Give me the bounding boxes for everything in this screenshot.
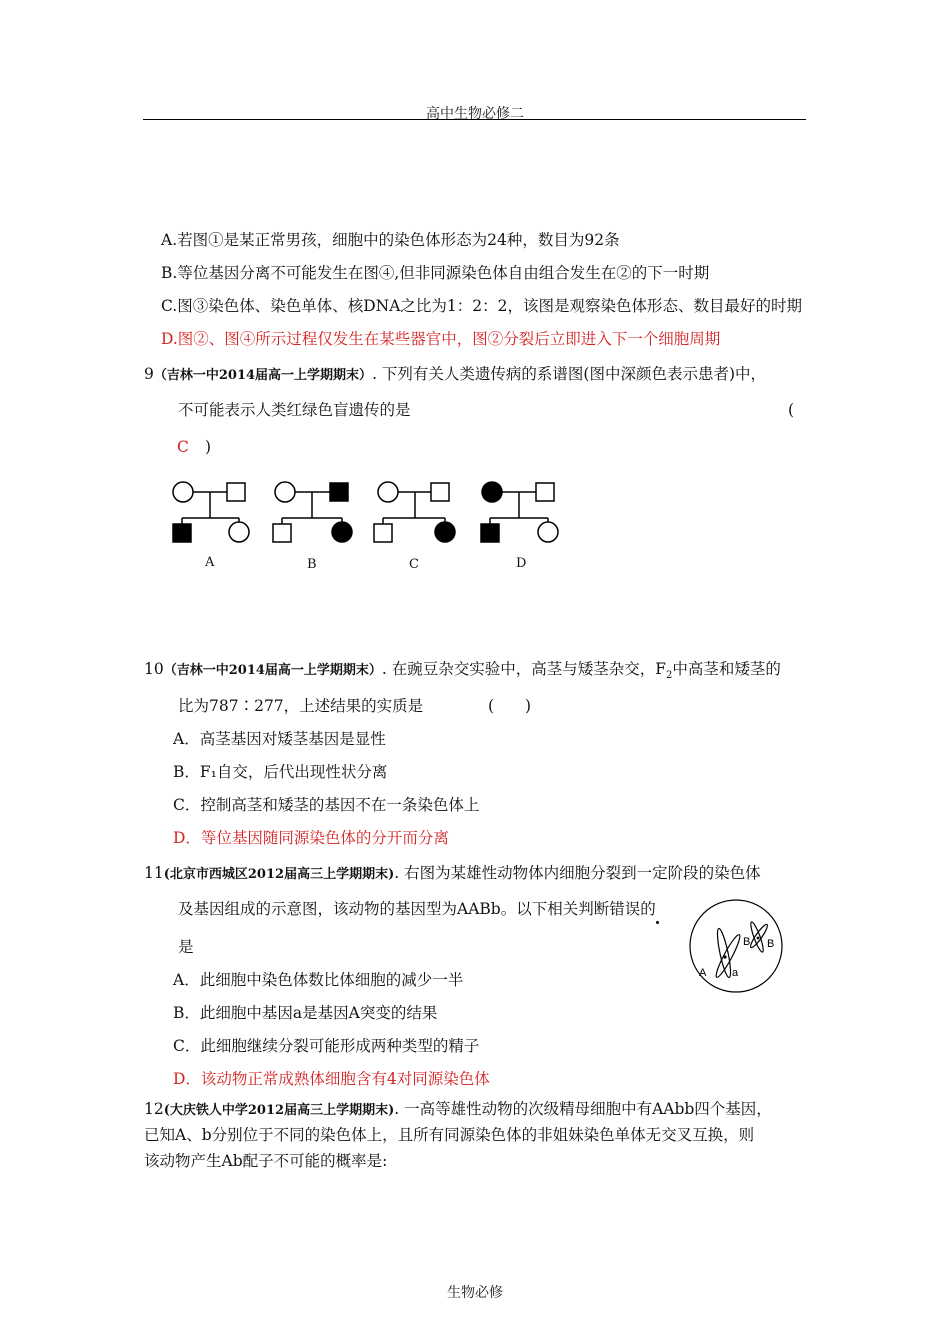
q11-option-a: A．此细胞中染色体数比体细胞的减少一半 [173,971,464,989]
q10-option-a: A．高茎基因对矮茎基因是显性 [173,730,386,748]
q8-option-a: A.若图①是某正常男孩，细胞中的染色体形态为24种，数目为92条 [161,231,620,249]
pedigree-label-a: A [205,555,215,570]
q9-number: 9 [144,365,154,383]
header-rule [143,119,806,120]
q9-bracket-close: ) [205,438,212,456]
q11-stem-line3: 是 [178,938,194,956]
q11-stem-text: . 右图为某雄性动物体内细胞分裂到一定阶段的染色体 [394,864,761,882]
pedigree-d [481,482,558,542]
gene-label-a-upper: A [699,967,707,979]
q10-subscript: 2 [666,670,673,682]
cell-diagram [688,898,784,994]
q11-stem-line2: 及基因组成的示意图，该动物的基因型为AABb。以下相关判断错误的 [178,900,656,918]
emphasis-dot [656,921,659,924]
page-footer: 生物必修 [447,1285,503,1301]
q12-stem-line2: 已知A、b分别位于不同的染色体上，且所有同源染色体的非姐妹染色单体无交叉互换，则 [144,1126,755,1144]
pedigree-b [273,482,352,542]
pedigree-c [374,482,455,542]
page-header: 高中生物必修二 [426,106,524,122]
q8-option-c: C.图③染色体、染色单体、核DNA之比为1：2：2，该图是观察染色体形态、数目最好的时期 [161,297,803,315]
q9-answer: C [177,438,189,456]
q9-stem-text: . 下列有关人类遗传病的系谱图(图中深颜色表示患者)中， [372,365,767,383]
q11-number: 11 [144,864,164,882]
gene-label-b-right: B [767,938,775,950]
pedigree-figure [160,470,580,590]
q10-option-b: B．F₁自交，后代出现性状分离 [173,763,388,781]
gene-label-a-lower: a [732,967,739,979]
q12-stem-text: . 一高等雄性动物的次级精母细胞中有AAbb四个基因， [394,1100,772,1118]
q11-source: (北京市西城区2012届高三上学期期末) [163,867,395,882]
q10-answer-paren: ( ) [488,697,532,715]
q9-stem-line1 [144,364,766,386]
q10-stem-line1 [144,659,781,686]
q10-option-c: C．控制高茎和矮茎的基因不在一条染色体上 [173,796,480,814]
pedigree-label-d: D [516,556,527,571]
q12-stem-line3: 该动物产生Ab配子不可能的概率是: [144,1152,388,1170]
q10-stem-line2: 比为787∶277，上述结果的实质是 [178,697,424,715]
q9-source: （吉林一中2014届高一上学期期末） [153,368,373,383]
q11-option-c: C．此细胞继续分裂可能形成两种类型的精子 [173,1037,480,1055]
q11-stem-line1 [144,863,761,885]
q9-stem-line2: 不可能表示人类红绿色盲遗传的是 [178,401,411,419]
gene-label-b-left: B [743,936,751,948]
q12-stem-line1 [144,1099,772,1121]
q11-option-d-answer: D．该动物正常成熟体细胞含有4对同源染色体 [173,1070,490,1088]
q10-number: 10 [144,660,164,678]
q10-source: （吉林一中2014届高一上学期期末） [163,663,382,678]
pedigree-label-b: B [307,557,317,572]
q11-option-b: B．此细胞中基因a是基因A突变的结果 [173,1004,438,1022]
pedigree-label-c: C [409,557,419,572]
pedigree-a [173,482,249,542]
q10-option-d-answer: D．等位基因随同源染色体的分开而分离 [173,829,449,847]
q9-bracket-open: ( [788,401,795,419]
q12-number: 12 [144,1100,164,1118]
q8-option-d-answer: D.图②、图④所示过程仅发生在某些器官中，图②分裂后立即进入下一个细胞周期 [161,330,721,348]
q12-source: (大庆铁人中学2012届高三上学期期末) [163,1103,395,1118]
q10-stem-text-b: 中高茎和矮茎的 [672,660,781,678]
q8-option-b: B.等位基因分离不可能发生在图④,但非同源染色体自由组合发生在②的下一时期 [161,264,710,282]
q10-stem-text: . 在豌豆杂交实验中，高茎与矮茎杂交，F [381,660,667,678]
